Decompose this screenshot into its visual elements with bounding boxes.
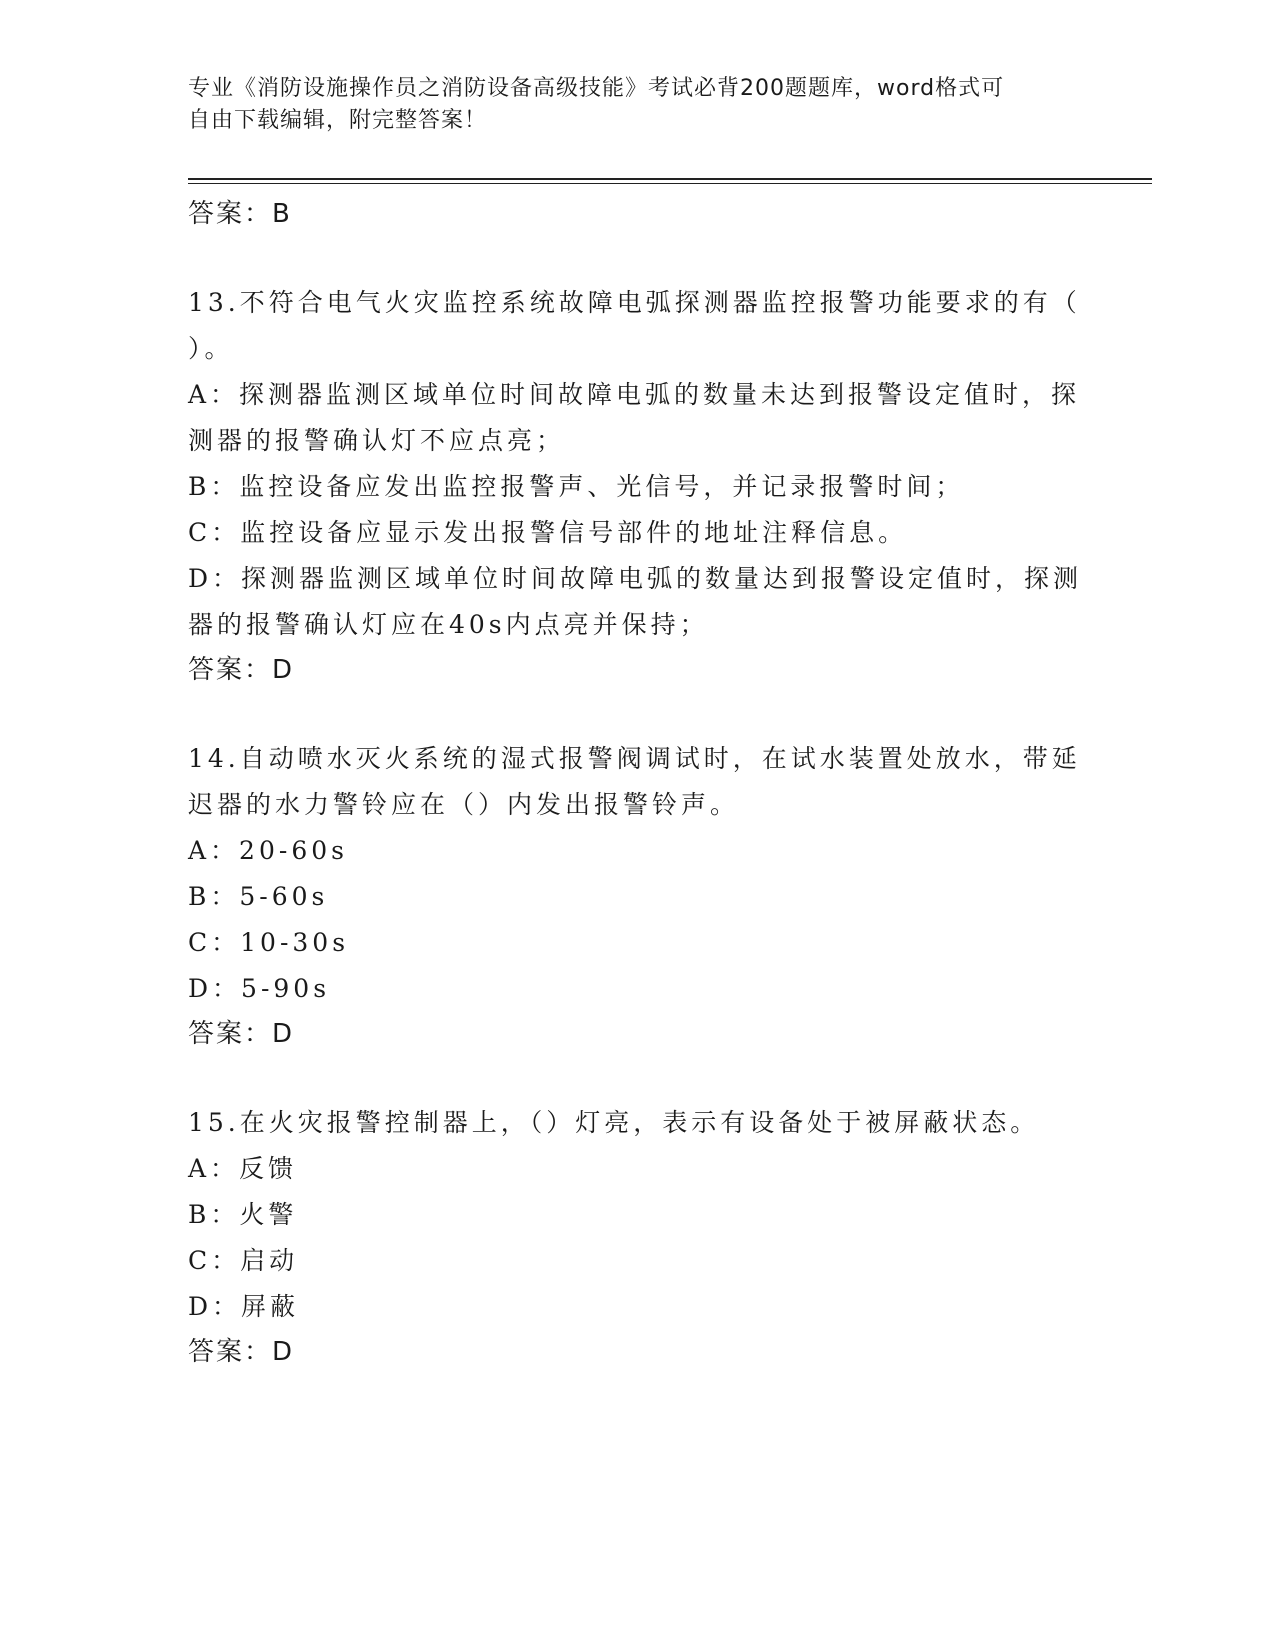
question-13 — [188, 280, 1088, 692]
question-text: ）。 — [188, 334, 234, 363]
header-line: 自由下载编辑，附完整答案！ — [188, 108, 488, 133]
question-text: 迟器的水力警铃应在（）内发出报警铃声。 — [188, 790, 740, 819]
option-a: A：20-60s — [188, 836, 348, 865]
answer: 答案：D — [188, 1337, 295, 1367]
option-a: A：探测器监测区域单位时间故障电弧的数量未达到报警设定值时，探 — [188, 380, 1081, 409]
option-d: D：探测器监测区域单位时间故障电弧的数量达到报警设定值时，探测 — [188, 564, 1083, 593]
option-a: A：反馈 — [188, 1154, 298, 1183]
question-text: 15.在火灾报警控制器上，（）灯亮，表示有设备处于被屏蔽状态。 — [188, 1108, 1040, 1137]
option-d: D：屏蔽 — [188, 1292, 300, 1321]
spacer — [188, 692, 1088, 736]
question-14 — [188, 736, 1088, 1056]
option-c: C：启动 — [188, 1246, 299, 1275]
spacer — [188, 236, 1088, 280]
header-divider — [188, 178, 1152, 180]
document-header — [188, 73, 1058, 137]
header-divider — [188, 183, 1152, 184]
header-line: 专业《消防设施操作员之消防设备高级技能》考试必背200题题库，word格式可 — [188, 76, 1005, 101]
answer: 答案：D — [188, 1019, 295, 1049]
answer: 答案：D — [188, 655, 295, 685]
previous-answer: 答案：B — [188, 199, 292, 229]
option-b: B：5-60s — [188, 882, 329, 911]
option-d: D：5-90s — [188, 974, 331, 1003]
question-text: 14.自动喷水灭火系统的湿式报警阀调试时，在试水装置处放水，带延 — [188, 744, 1081, 773]
spacer — [188, 1056, 1088, 1100]
option-b: B：监控设备应发出监控报警声、光信号，并记录报警时间； — [188, 472, 965, 501]
option-c: C：监控设备应显示发出报警信号部件的地址注释信息。 — [188, 518, 908, 547]
option-d: 器的报警确认灯应在40s内点亮并保持； — [188, 610, 709, 639]
option-a: 测器的报警确认灯不应点亮； — [188, 426, 566, 455]
question-list — [188, 192, 1088, 1374]
question-text: 13.不符合电气火灾监控系统故障电弧探测器监控报警功能要求的有（ — [188, 288, 1081, 317]
question-15 — [188, 1100, 1088, 1374]
option-c: C：10-30s — [188, 928, 350, 957]
option-b: B：火警 — [188, 1200, 298, 1229]
